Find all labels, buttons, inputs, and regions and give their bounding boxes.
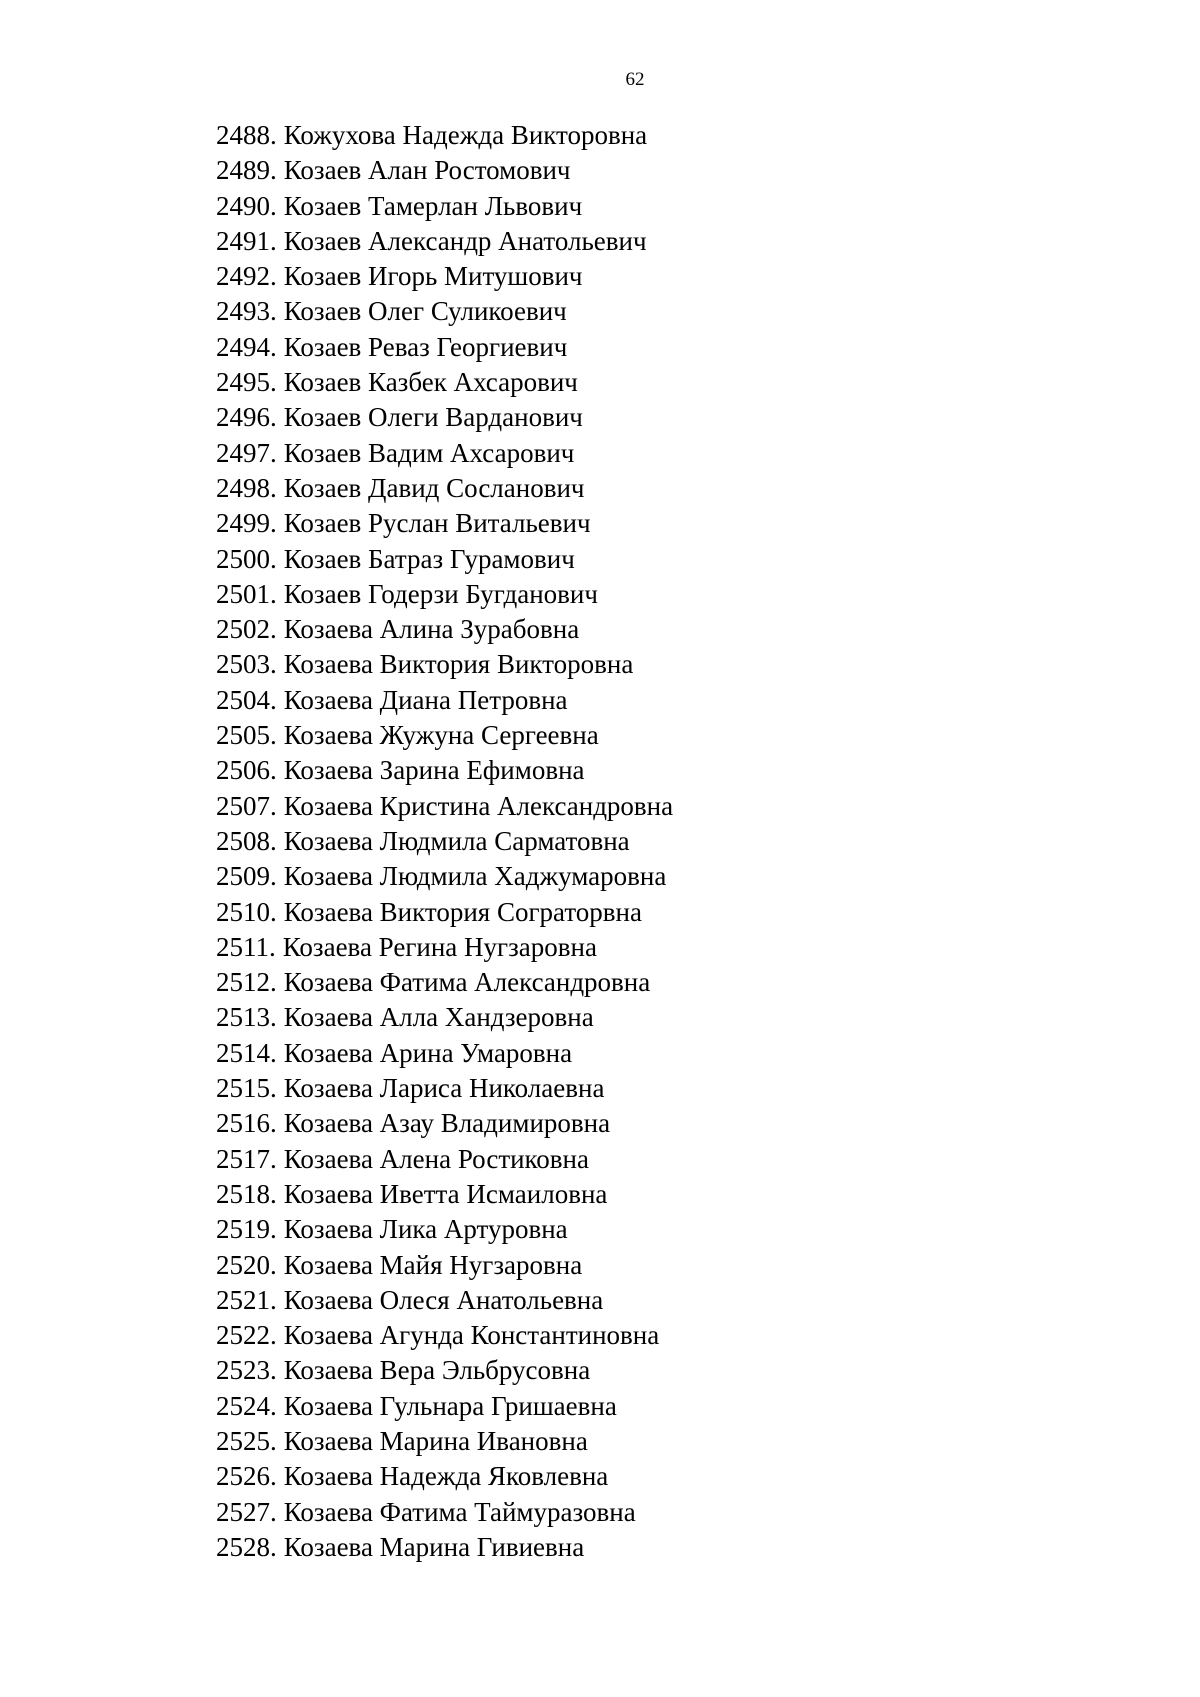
item-name: Козаева Марина Гивиевна xyxy=(283,1531,585,1562)
item-name: Козаева Кристина Александровна xyxy=(283,790,674,821)
item-number: 2497. xyxy=(216,437,277,468)
item-name: Козаева Алена Ростиковна xyxy=(283,1143,589,1174)
item-name: Козаева Лариса Николаевна xyxy=(283,1073,605,1104)
item-name: Кожухова Надежда Викторовна xyxy=(283,120,648,150)
item-number: 2488. xyxy=(216,120,277,150)
item-number: 2489. xyxy=(216,155,277,186)
item-name: Козаева Лика Артуровна xyxy=(283,1214,568,1245)
list-item xyxy=(216,259,673,294)
item-number: 2495. xyxy=(216,367,277,398)
list-item xyxy=(216,683,673,718)
list-item xyxy=(216,1248,673,1283)
list-item xyxy=(216,647,673,682)
item-number: 2500. xyxy=(216,543,277,574)
item-name: Козаева Алла Хандзеровна xyxy=(283,1002,594,1033)
list-item xyxy=(216,436,673,471)
list-item xyxy=(216,789,673,824)
item-number: 2509. xyxy=(216,861,277,892)
item-number: 2511. xyxy=(216,931,276,962)
item-name: Козаев Алан Ростомович xyxy=(283,155,571,186)
item-number: 2526. xyxy=(216,1461,277,1492)
list-item xyxy=(216,224,673,259)
item-name: Козаев Батраз Гурамович xyxy=(283,543,575,574)
item-name: Козаева Иветта Исмаиловна xyxy=(283,1178,608,1209)
item-name: Козаев Реваз Георгиевич xyxy=(283,331,568,362)
list-item xyxy=(216,506,673,541)
item-number: 2517. xyxy=(216,1143,277,1174)
list-item xyxy=(216,824,673,859)
item-name: Козаев Тамерлан Львович xyxy=(283,190,583,221)
item-name: Козаева Виктория Сограторвна xyxy=(283,896,642,927)
item-number: 2514. xyxy=(216,1037,277,1068)
list-item xyxy=(216,1459,673,1494)
item-name: Козаева Диана Петровна xyxy=(283,684,568,715)
item-name: Козаева Азау Владимировна xyxy=(283,1108,611,1139)
item-number: 2513. xyxy=(216,1002,277,1033)
item-name: Козаев Игорь Митушович xyxy=(283,261,583,292)
list-item xyxy=(216,895,673,930)
item-name: Козаева Регина Нугзаровна xyxy=(282,931,597,962)
item-name: Козаева Гульнара Гришаевна xyxy=(283,1390,617,1421)
item-number: 2498. xyxy=(216,472,277,503)
item-name: Козаев Казбек Ахсарович xyxy=(283,367,578,398)
list-item xyxy=(216,1000,673,1035)
item-number: 2520. xyxy=(216,1249,277,1280)
item-number: 2501. xyxy=(216,578,277,609)
item-number: 2519. xyxy=(216,1214,277,1245)
list-item xyxy=(216,1036,673,1071)
item-number: 2512. xyxy=(216,967,277,998)
item-name: Козаева Марина Ивановна xyxy=(283,1425,588,1456)
item-name: Козаев Олеги Варданович xyxy=(283,402,583,433)
item-name: Козаева Зарина Ефимовна xyxy=(283,755,585,786)
item-name: Козаева Алина Зурабовна xyxy=(283,614,580,645)
item-number: 2508. xyxy=(216,825,277,856)
list-item xyxy=(216,1071,673,1106)
item-number: 2502. xyxy=(216,614,277,645)
item-number: 2527. xyxy=(216,1496,277,1527)
list-item xyxy=(216,577,673,612)
item-name: Козаева Майя Нугзаровна xyxy=(283,1249,583,1280)
item-name: Козаева Жужуна Сергеевна xyxy=(283,720,599,751)
item-name: Козаев Давид Сосланович xyxy=(283,472,585,503)
item-number: 2521. xyxy=(216,1284,277,1315)
item-number: 2503. xyxy=(216,649,277,680)
item-number: 2491. xyxy=(216,225,277,256)
list-item xyxy=(216,471,673,506)
list-item xyxy=(216,1530,673,1565)
list-item xyxy=(216,365,673,400)
name-list xyxy=(216,118,673,1565)
list-item xyxy=(216,189,673,224)
item-name: Козаева Людмила Сарматовна xyxy=(283,825,630,856)
item-name: Козаева Людмила Хаджумаровна xyxy=(283,861,667,892)
list-item xyxy=(216,1353,673,1388)
item-number: 2506. xyxy=(216,755,277,786)
page-number: 62 xyxy=(625,69,645,90)
item-number: 2504. xyxy=(216,684,277,715)
list-item xyxy=(216,612,673,647)
item-number: 2493. xyxy=(216,296,277,327)
item-number: 2494. xyxy=(216,331,277,362)
item-number: 2499. xyxy=(216,508,277,539)
item-name: Козаев Годерзи Бугданович xyxy=(283,578,598,609)
item-number: 2518. xyxy=(216,1178,277,1209)
item-name: Козаев Александр Анатольевич xyxy=(283,225,647,256)
item-number: 2510. xyxy=(216,896,277,927)
list-item xyxy=(216,294,673,329)
list-item xyxy=(216,1106,673,1141)
item-name: Козаев Руслан Витальевич xyxy=(283,508,591,539)
item-name: Козаева Вера Эльбрусовна xyxy=(283,1355,591,1386)
list-item xyxy=(216,542,673,577)
item-number: 2523. xyxy=(216,1355,277,1386)
list-item xyxy=(216,153,673,188)
list-item xyxy=(216,118,673,153)
list-item xyxy=(216,1495,673,1530)
list-item xyxy=(216,859,673,894)
item-number: 2528. xyxy=(216,1531,277,1562)
list-item xyxy=(216,1177,673,1212)
list-item xyxy=(216,1283,673,1318)
item-number: 2490. xyxy=(216,190,277,221)
item-name: Козаев Олег Суликоевич xyxy=(283,296,567,327)
list-item xyxy=(216,330,673,365)
list-item xyxy=(216,400,673,435)
item-number: 2524. xyxy=(216,1390,277,1421)
list-item xyxy=(216,1389,673,1424)
list-item xyxy=(216,930,673,965)
list-item xyxy=(216,1212,673,1247)
item-number: 2507. xyxy=(216,790,277,821)
item-name: Козаева Арина Умаровна xyxy=(283,1037,573,1068)
item-number: 2522. xyxy=(216,1320,277,1351)
item-number: 2525. xyxy=(216,1425,277,1456)
item-number: 2492. xyxy=(216,261,277,292)
item-name: Козаева Виктория Викторовна xyxy=(283,649,634,680)
item-name: Козаева Надежда Яковлевна xyxy=(283,1461,609,1492)
item-number: 2515. xyxy=(216,1073,277,1104)
item-name: Козаева Олеся Анатольевна xyxy=(283,1284,604,1315)
item-number: 2505. xyxy=(216,720,277,751)
list-item xyxy=(216,1424,673,1459)
item-number: 2516. xyxy=(216,1108,277,1139)
list-item xyxy=(216,1142,673,1177)
item-name: Козаева Агунда Константиновна xyxy=(283,1320,660,1351)
item-name: Козаева Фатима Таймуразовна xyxy=(283,1496,636,1527)
item-name: Козаев Вадим Ахсарович xyxy=(283,437,575,468)
list-item xyxy=(216,965,673,1000)
item-number: 2496. xyxy=(216,402,277,433)
list-item xyxy=(216,1318,673,1353)
item-name: Козаева Фатима Александровна xyxy=(283,967,651,998)
list-item xyxy=(216,718,673,753)
list-item xyxy=(216,753,673,788)
